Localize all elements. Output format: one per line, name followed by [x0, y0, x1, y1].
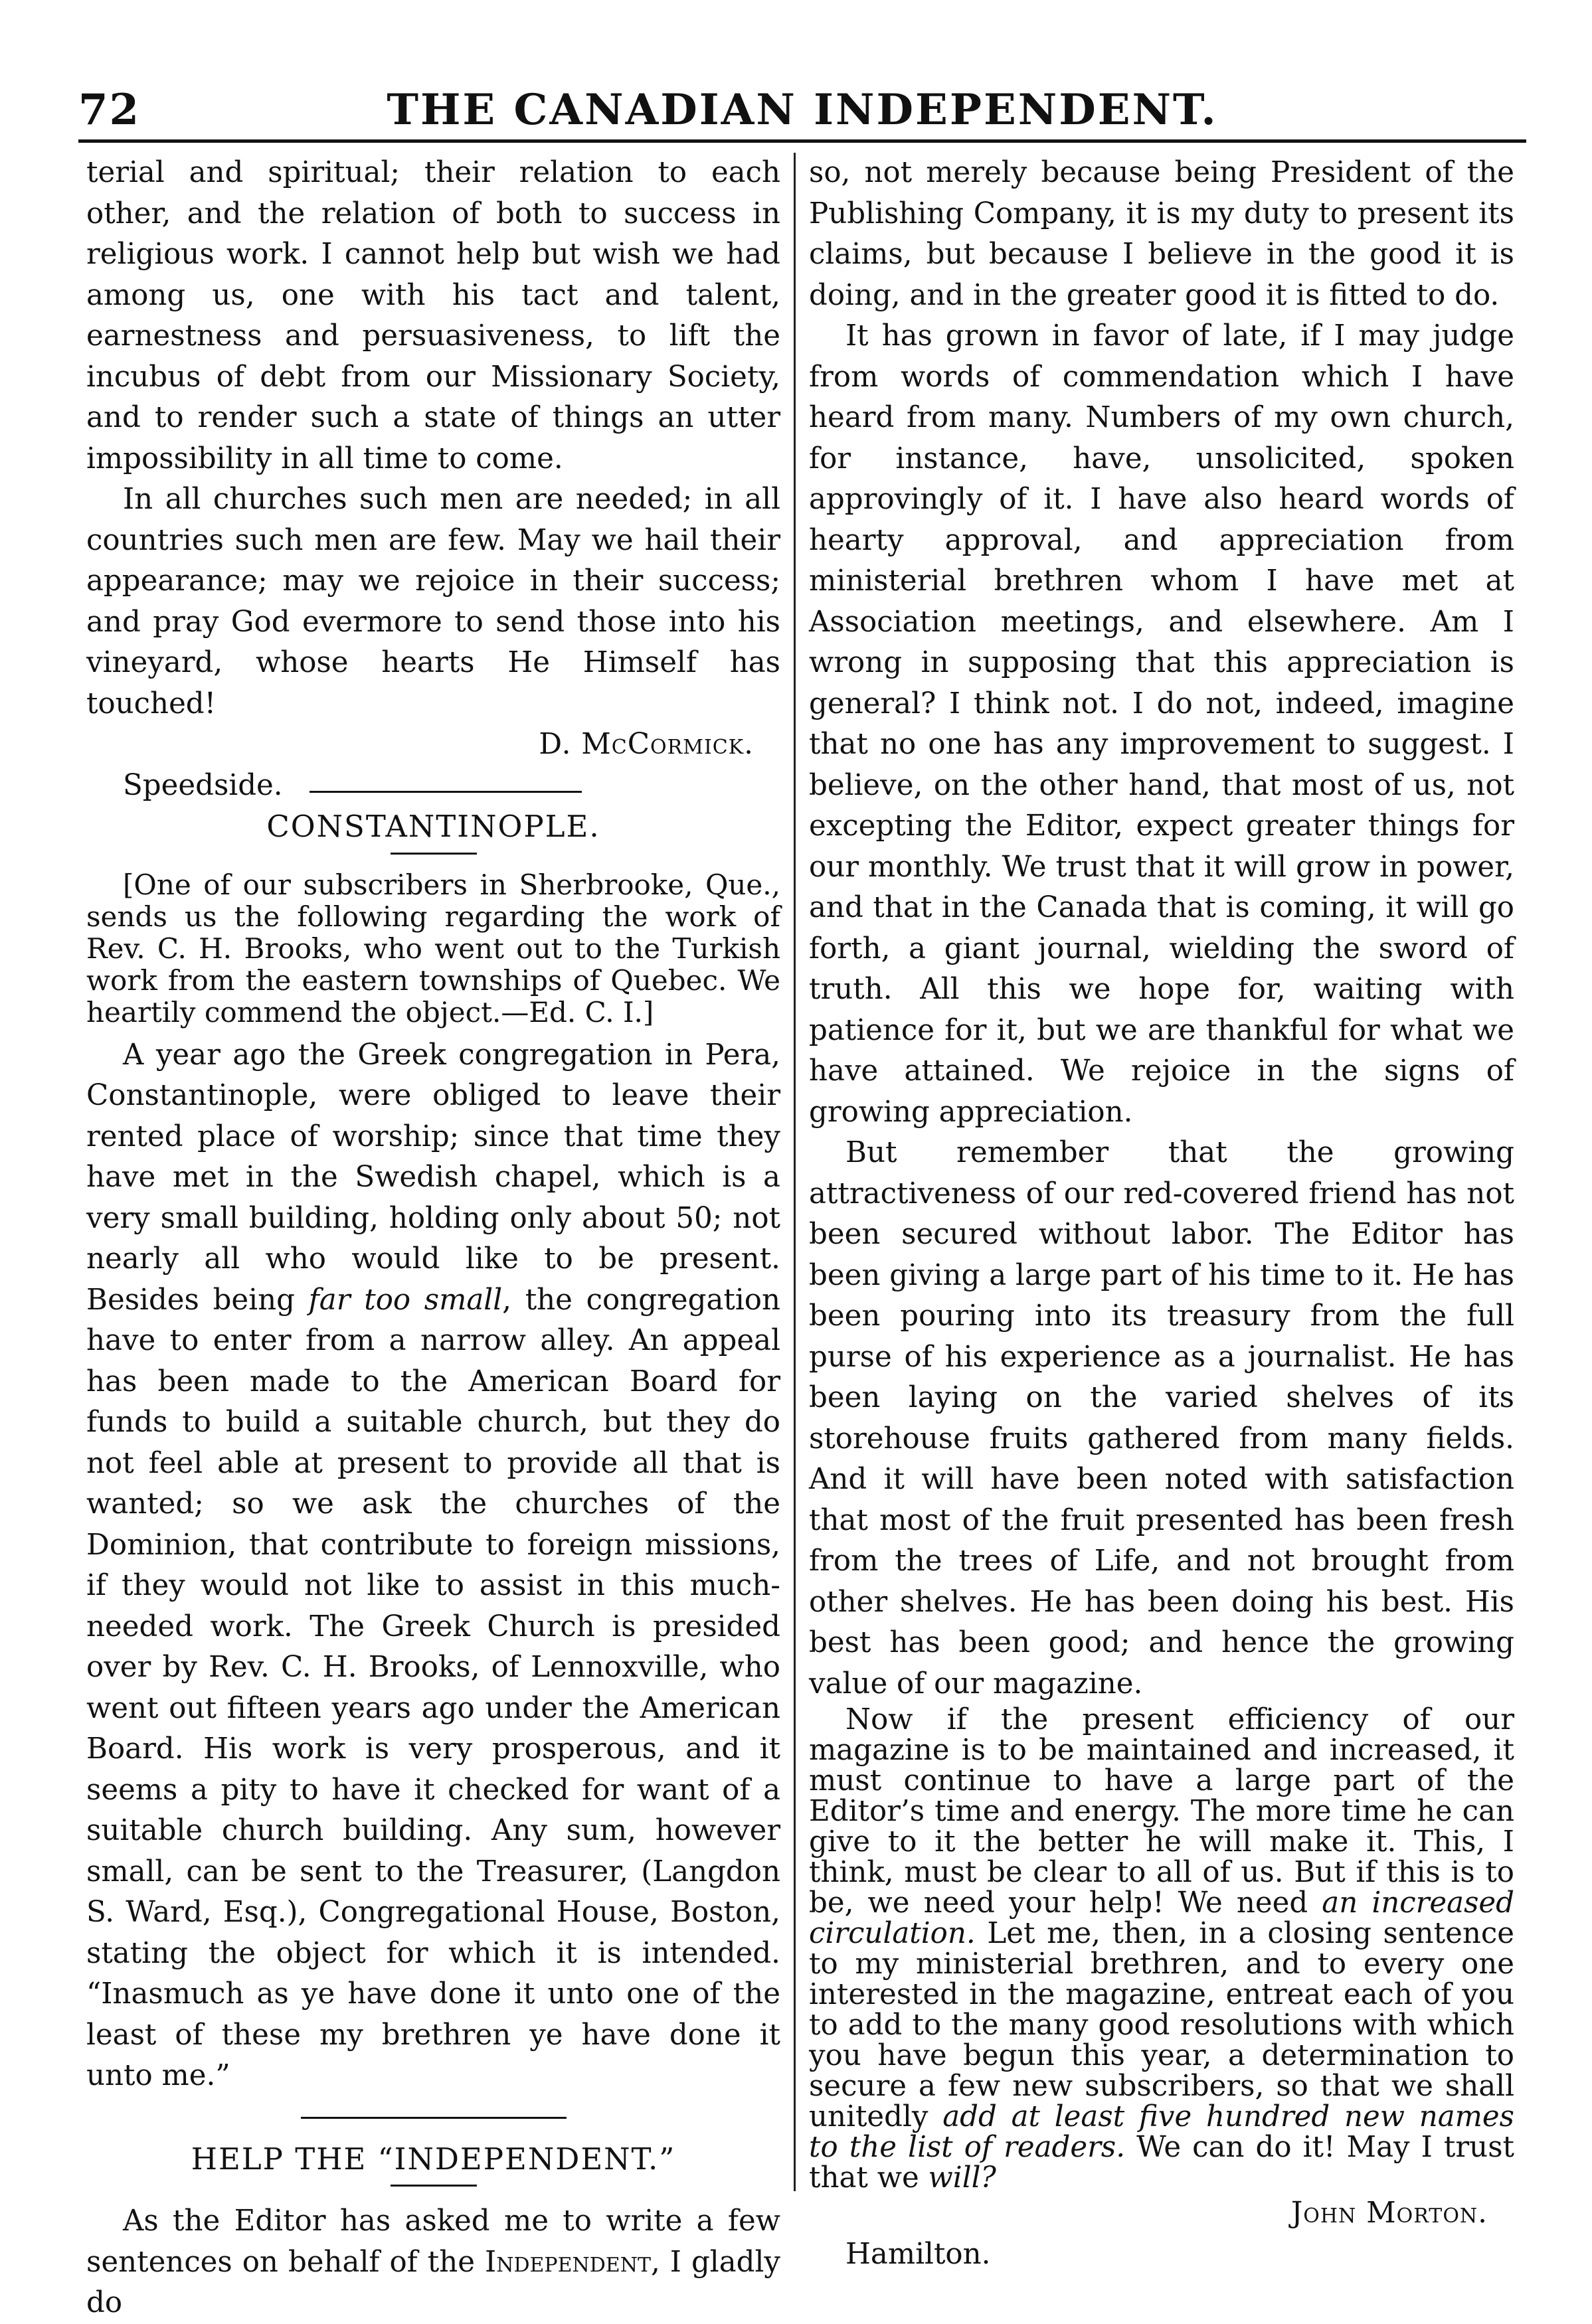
page-number: 72 [78, 85, 141, 135]
journal-title: THE CANADIAN INDEPENDENT. [387, 85, 1218, 135]
article-paragraph: so, not merely because being President of the Publishing Company, it is my duty to present its claims, but because I believe in the good it is doing, and in the greater good it is fitted to do. [809, 156, 1514, 312]
dateline-place: Hamilton. [845, 2237, 991, 2271]
italic-text: an increased circulation. [809, 1886, 1514, 1950]
text-run: , the congregation have to enter from a narrow alley. An appeal has been made to the American Board for funds to build a suitable church, but they do not feel able at present to provide all that is wanted; so we ask the churches of the Dominion, that contribute to foreign missions, if they would not like to assist in this much-needed work. The Greek Church is presided over by Rev. C. H. Brooks, of Lennoxville, who went out fifteen years ago under the American Board. His work is very prosperous, and it seems a pity to have it checked for want of a suitable church building. Any sum, however small, can be sent to the Treasurer, (Langdon S. Ward, Esq.), Congregational House, Boston, stating the object for which it is intended. “Inasmuch as ye have done it unto one of the least of these my brethren ye have done it unto me.” [86, 1283, 780, 2092]
dateline-row [86, 766, 780, 807]
dateline-place: Speedside. [123, 768, 283, 802]
title-rule [391, 2185, 477, 2187]
page-header [78, 85, 1526, 145]
section-divider [301, 2117, 567, 2119]
text-run: A year ago the Greek congregation in Pera, Constantinople, were obliged to leave their rented place of worship; since that time they have met in the Swedish chapel, which is a very small building, holding only about 50; not nearly all who would like to be present. Besides being [86, 1038, 780, 1317]
author-signature: D. McCormick. [539, 728, 754, 761]
column-divider [794, 153, 796, 2191]
section-title-help-independent: HELP THE “INDEPENDENT.” [191, 2141, 676, 2177]
text-run: Let me, then, in a closing sentence to my ministerial brethren, and to every one interested in the magazine, entreat each of you to add to the many good resolutions with which you have begun this year, a determination to secure a few new subscribers, so that we shall unitedly [809, 1917, 1514, 2133]
small-caps-text: Independent [485, 2245, 651, 2279]
end-rule [310, 791, 582, 793]
text-run: Now if the present efficiency of our magazine is to be maintained and increased, it must continue to have a large part of the Editor’s time and energy. The more time he can give to it the better he will make it. This, I think, must be clear to all of us. But if this is to be, we need your help! We need [809, 1703, 1514, 1920]
article-paragraph [809, 1704, 1514, 2193]
article-paragraph: But remember that the growing attractiveness of our red-covered friend has not been secured without labor. The Editor has been giving a large part of his time to it. He has been pouring into its treasury from the full purse of his experience as a journalist. He has been laying on the varied shelves of its storehouse fruits gathered from many fields. And it will have been noted with satisfaction that most of the fruit presented has been fresh from the trees of Life, and not brought from other shelves. He has been doing his best. His best has been good; and hence the growing value of our magazine. [809, 1136, 1514, 1701]
text-run: , I gladly do [86, 2245, 780, 2319]
left-column [86, 153, 780, 2324]
article-paragraph [86, 2201, 780, 2324]
italic-text: add at least five hundred new names to the list of readers. [809, 2100, 1514, 2164]
italic-text: will? [928, 2161, 996, 2195]
italic-text: far too small [308, 1283, 503, 1317]
text-run: We can do it! May I trust that we [809, 2131, 1514, 2195]
title-rule [391, 853, 477, 855]
article-paragraph: In all churches such men are needed; in all countries such men are few. May we hail their appearance; may we rejoice in their success; and pray God evermore to send those into his vineyard, whose hearts He Himself has touched! [86, 483, 780, 720]
editor-note: [One of our subscribers in Sherbrooke, Que., sends us the following regarding the work of Rev. C. H. Brooks, who went out to the Turkish work from the eastern townships of Quebec. We heartily commend the object.—Ed. C. I.] [86, 868, 780, 1029]
header-rule [78, 139, 1526, 143]
article-paragraph: It has grown in favor of late, if I may judge from words of commendation which I have heard from many. Numbers of my own church, for instance, have, unsolicited, spoken approvingly of it. I have also heard words of hearty approval, and appreciation from ministerial brethren whom I have met at Association meetings, and elsewhere. Am I wrong in supposing that this appreciation is general? I think not. I do not, indeed, imagine that no one has any improvement to suggest. I believe, on the other hand, that most of us, not excepting the Editor, expect greater things for our monthly. We trust that it will grow in power, and that in the Canada that is coming, it will go forth, a giant journal, wielding the sword of truth. All this we hope for, waiting with patience for it, but we are thankful for what we have attained. We rejoice in the signs of growing appreciation. [809, 319, 1514, 1129]
text-run: As the Editor has asked me to write a few sentences on behalf of the [86, 2204, 780, 2279]
article-paragraph: terial and spiritual; their relation to each other, and the relation of both to success in religious work. I cannot help but wish we had among us, one with his tact and talent, earnestness and persuasiveness, to lift the incubus of debt from our Missionary Society, and to render such a state of things an utter impossibility in all time to come. [86, 156, 780, 475]
right-column [809, 153, 1514, 2275]
author-signature: John Morton. [1290, 2197, 1488, 2230]
section-title-constantinople: CONSTANTINOPLE. [266, 809, 600, 844]
article-paragraph [86, 1035, 780, 2097]
